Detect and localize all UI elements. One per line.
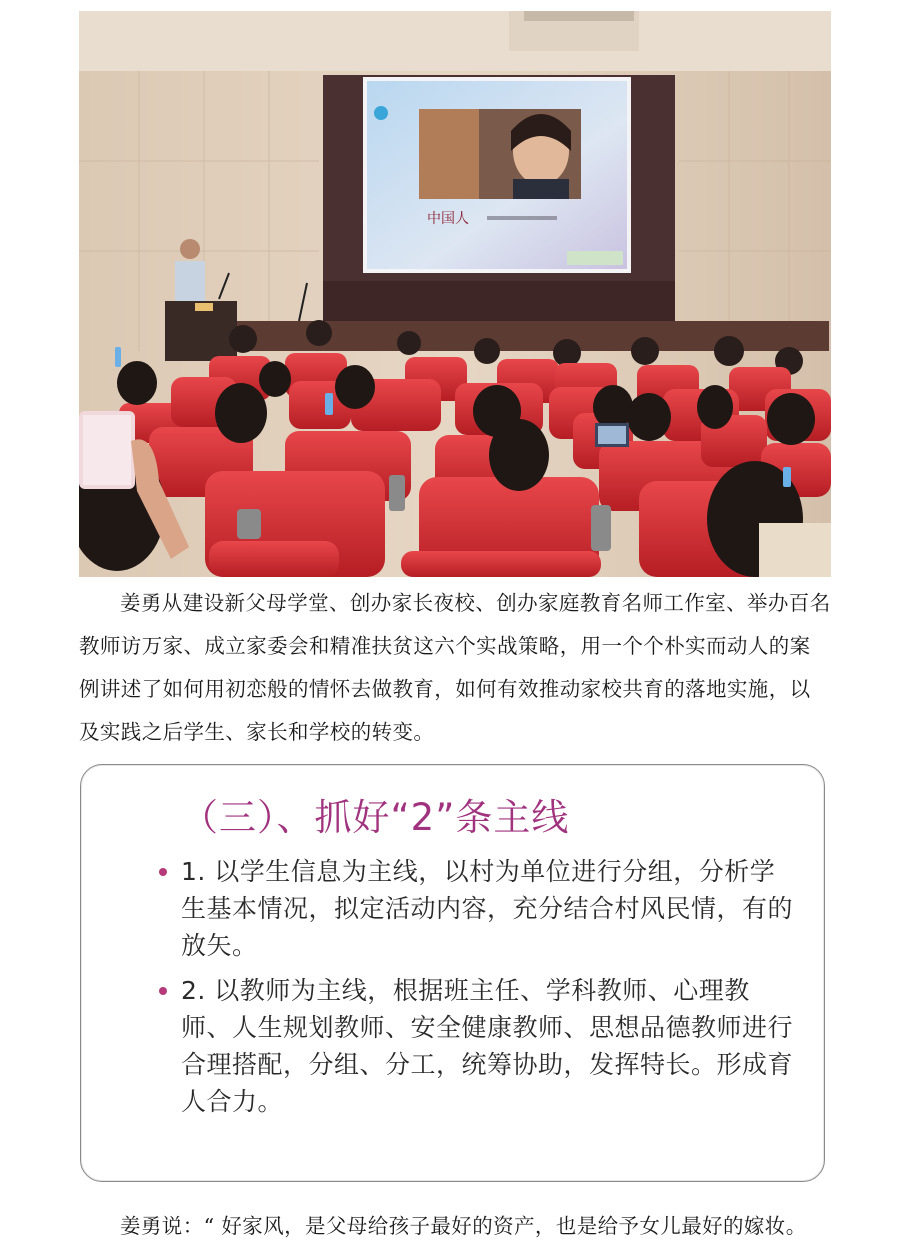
bullet-dot-icon xyxy=(159,868,167,876)
paragraph-quote: 姜勇说：“ 好家风，是父母给孩子最好的资产，也是给予女儿最好的嫁妆。 xyxy=(120,1214,807,1238)
slide-item-text: 1. 以学生信息为主线，以村为单位进行分组，分析学生基本情况，拟定活动内容，充分结合村风民情，有的放矢。 xyxy=(181,857,794,960)
paragraph-strategies: 姜勇从建设新父母学堂、创办家长夜校、创办家庭教育名师工作室、举办百名教师访万家、成立家委会和精准扶贫这六个实战策略，用一个个朴实而动人的案例讲述了如何用初恋般的情怀去做教育，如何有效推动家校共育的落地实施，以及实践之后学生、家长和学校的转变。 xyxy=(79,591,831,744)
screen-caption: 中国人 xyxy=(427,211,469,227)
slide-bullet-list xyxy=(159,853,799,1128)
slide-item-2 xyxy=(159,972,799,1120)
slide-item-text: 2. 以教师为主线，根据班主任、学科教师、心理教师、人生规划教师、安全健康教师、思想品德教师进行合理搭配，分组、分工，统筹协助，发挥特长。形成育人合力。 xyxy=(181,976,794,1116)
bullet-dot-icon xyxy=(159,987,167,995)
slide-title: （三）、抓好“2”条主线 xyxy=(181,796,570,839)
slide-item-1 xyxy=(159,853,799,964)
lecture-photo xyxy=(79,11,831,577)
slide-card xyxy=(80,764,825,1182)
